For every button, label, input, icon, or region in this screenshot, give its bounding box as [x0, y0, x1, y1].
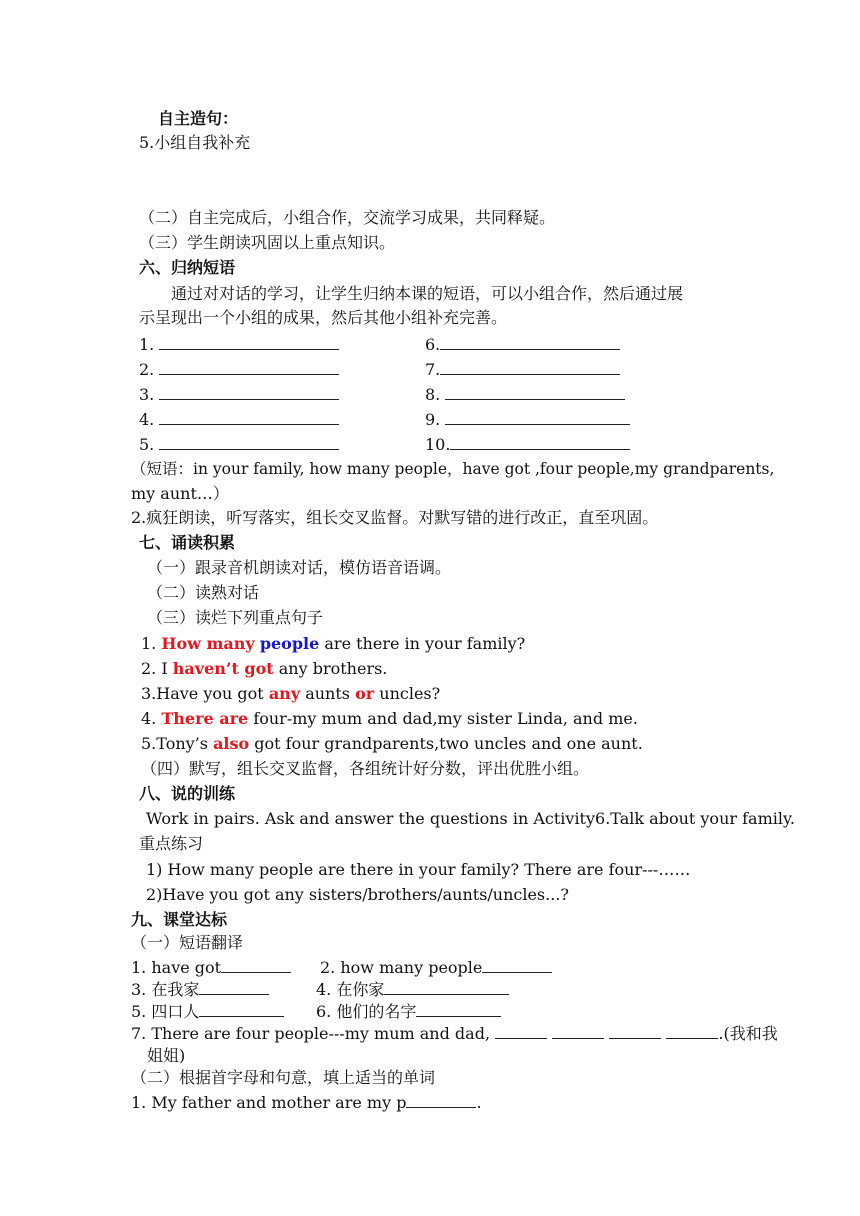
phrase-line-4: 4.	[139, 408, 339, 431]
blank[interactable]	[609, 1022, 661, 1039]
blank[interactable]	[495, 1022, 547, 1039]
phrase-line-1: 1.	[139, 333, 339, 356]
blank[interactable]	[445, 383, 625, 400]
phrase-line-5: 5.	[139, 433, 339, 456]
translate-item-4: 4. 在你家	[316, 978, 509, 1001]
phrase-hint-line-1: （短语：in your family, how many people，have got ,four people,my grandparents,	[131, 460, 775, 478]
phrase-hint-line-2: my aunt…）	[131, 484, 229, 503]
group-supplement-item: 5.小组自我补充	[139, 133, 251, 152]
blank[interactable]	[159, 433, 339, 450]
phrase-line-7: 7.	[425, 358, 620, 381]
phrase-line-8: 8.	[425, 383, 625, 406]
key-sentence-5: 5.Tony’s also got four grandparents,two uncles and one aunt.	[141, 734, 643, 753]
practice-question-2: 2)Have you got any sisters/brothers/aunts/uncles...?	[146, 885, 569, 904]
blank[interactable]	[221, 956, 291, 973]
blank[interactable]	[159, 358, 339, 375]
blank[interactable]	[440, 333, 620, 350]
phrase-line-2: 2.	[139, 358, 339, 381]
translate-item-1: 1. have got	[131, 956, 291, 979]
blank[interactable]	[159, 333, 339, 350]
blank[interactable]	[482, 956, 552, 973]
phrase-line-3: 3.	[139, 383, 339, 406]
key-sentence-2: 2. I haven’t got any brothers.	[141, 659, 388, 678]
section-7-item-1: （一）跟录音机朗读对话，模仿语音语调。	[147, 558, 452, 577]
section-8-heading: 八、说的训练	[139, 784, 236, 803]
section-6-paragraph-2: 示呈现出一个小组的成果，然后其他小组补充完善。	[139, 308, 508, 327]
blank[interactable]	[552, 1022, 604, 1039]
translate-item-5: 5. 四口人	[131, 1000, 284, 1023]
phrase-line-6: 6.	[425, 333, 620, 356]
blank[interactable]	[199, 978, 269, 995]
section-9-sub-2: （二）根据首字母和句意，填上适当的单词	[131, 1068, 436, 1087]
translate-item-3: 3. 在我家	[131, 978, 269, 1001]
translate-item-7: 7. There are four people---my mum and dad, .(我和我	[131, 1024, 778, 1043]
self-sentence-label: 自主造句：	[158, 109, 239, 128]
blank[interactable]	[445, 408, 630, 425]
blank[interactable]	[416, 1000, 501, 1017]
blank[interactable]	[199, 1000, 284, 1017]
phrase-line-10: 10.	[425, 433, 630, 456]
section-9-heading: 九、课堂达标	[131, 910, 228, 929]
fill-word-item-1: 1. My father and mother are my p .	[131, 1093, 482, 1112]
blank[interactable]	[450, 433, 630, 450]
translate-item-2: 2. how many people	[320, 956, 552, 979]
translate-item-7-continued: 姐姐)	[147, 1046, 186, 1065]
phrase-line-9: 9.	[425, 408, 630, 431]
key-sentence-1: 1. How many people are there in your family?	[141, 634, 526, 653]
blank[interactable]	[440, 358, 620, 375]
recite-instruction: 2.疯狂朗读，听写落实，组长交叉监督。对默写错的进行改正，直至巩固。	[131, 508, 659, 527]
section-7-item-3: （三）读烂下列重点句子	[147, 608, 324, 627]
section-7-heading: 七、诵读积累	[139, 533, 236, 552]
key-sentence-4: 4. There are four-my mum and dad,my sister Linda, and me.	[141, 709, 638, 728]
section-8-key-practice: 重点练习	[139, 834, 204, 853]
step-two-text: （二）自主完成后，小组合作，交流学习成果，共同释疑。	[139, 208, 556, 227]
blank[interactable]	[666, 1022, 718, 1039]
step-three-text: （三）学生朗读巩固以上重点知识。	[139, 233, 396, 252]
key-sentence-3: 3.Have you got any aunts or uncles?	[141, 684, 441, 703]
section-7-item-4: （四）默写，组长交叉监督，各组统计好分数，评出优胜小组。	[141, 759, 590, 778]
blank[interactable]	[159, 383, 339, 400]
blank[interactable]	[384, 978, 509, 995]
practice-question-1: 1) How many people are there in your family? There are four---……	[146, 860, 691, 879]
section-9-sub-1: （一）短语翻译	[131, 933, 244, 952]
translate-item-6: 6. 他们的名字	[316, 1000, 501, 1023]
section-6-paragraph-1: 通过对对话的学习，让学生归纳本课的短语，可以小组合作，然后通过展	[171, 284, 684, 303]
section-6-heading: 六、归纳短语	[139, 258, 236, 277]
section-7-item-2: （二）读熟对话	[147, 583, 260, 602]
blank[interactable]	[159, 408, 339, 425]
section-8-paragraph: Work in pairs. Ask and answer the questions in Activity6.Talk about your family.	[146, 809, 795, 828]
blank[interactable]	[406, 1091, 476, 1108]
